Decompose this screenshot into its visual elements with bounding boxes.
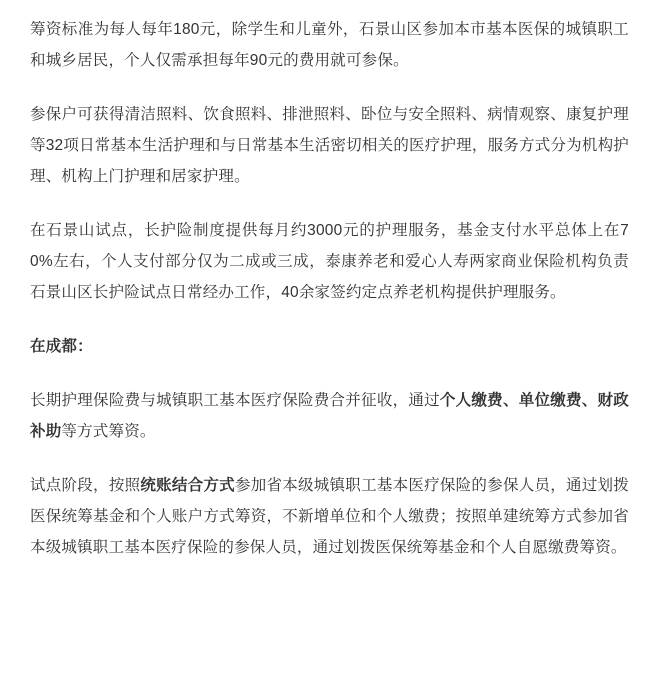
paragraph-chengdu-heading (30, 331, 629, 362)
paragraph-insured-services (30, 99, 629, 192)
emphasis-text: 统账结合方式 (140, 477, 235, 494)
paragraph-text-run: 在成都： (30, 338, 93, 355)
paragraph-text-run: 参保户可获得清洁照料、饮食照料、排泄照料、卧位与安全照料、病情观察、康复护理等32项日常基本生活护理和与日常基本生活密切相关的医疗护理，服务方式分为机构护理、机构上门护理和居家护理。 (30, 106, 629, 185)
paragraph-chengdu-collection (30, 385, 629, 447)
paragraph-shijingshan-pilot (30, 215, 629, 308)
paragraph-chengdu-pilot-stage (30, 470, 629, 563)
paragraph-text-run: 筹资标准为每人每年180元，除学生和儿童外，石景山区参加本市基本医保的城镇职工和城乡居民，个人仅需承担每年90元的费用就可参保。 (30, 21, 629, 69)
paragraph-text-run: 在石景山试点，长护险制度提供每月约3000元的护理服务，基金支付水平总体上在70%左右，个人支付部分仅为二成或三成，泰康养老和爱心人寿两家商业保险机构负责石景山区长护险试点日常经办工作，40余家签约定点养老机构提供护理服务。 (30, 222, 629, 301)
emphasis-text: 个人缴费、单位缴费、财政补助 (30, 392, 630, 440)
paragraph-text-run: 参加省本级城镇职工基本医疗保险的参保人员，通过划拨医保统筹基金和个人账户方式筹资，不新增单位和个人缴费；按照单建统筹方式参加省本级城镇职工基本医疗保险的参保人员，通过划拨医保统筹基金和个人自愿缴费筹资。 (30, 477, 629, 556)
paragraph-funding-standard (30, 14, 629, 76)
paragraph-text-run: 等方式筹资。 (61, 423, 156, 440)
paragraph-text-run: 试点阶段，按照 (30, 477, 141, 494)
paragraph-text-run: 长期护理保险费与城镇职工基本医疗保险费合并征收，通过 (30, 392, 440, 409)
